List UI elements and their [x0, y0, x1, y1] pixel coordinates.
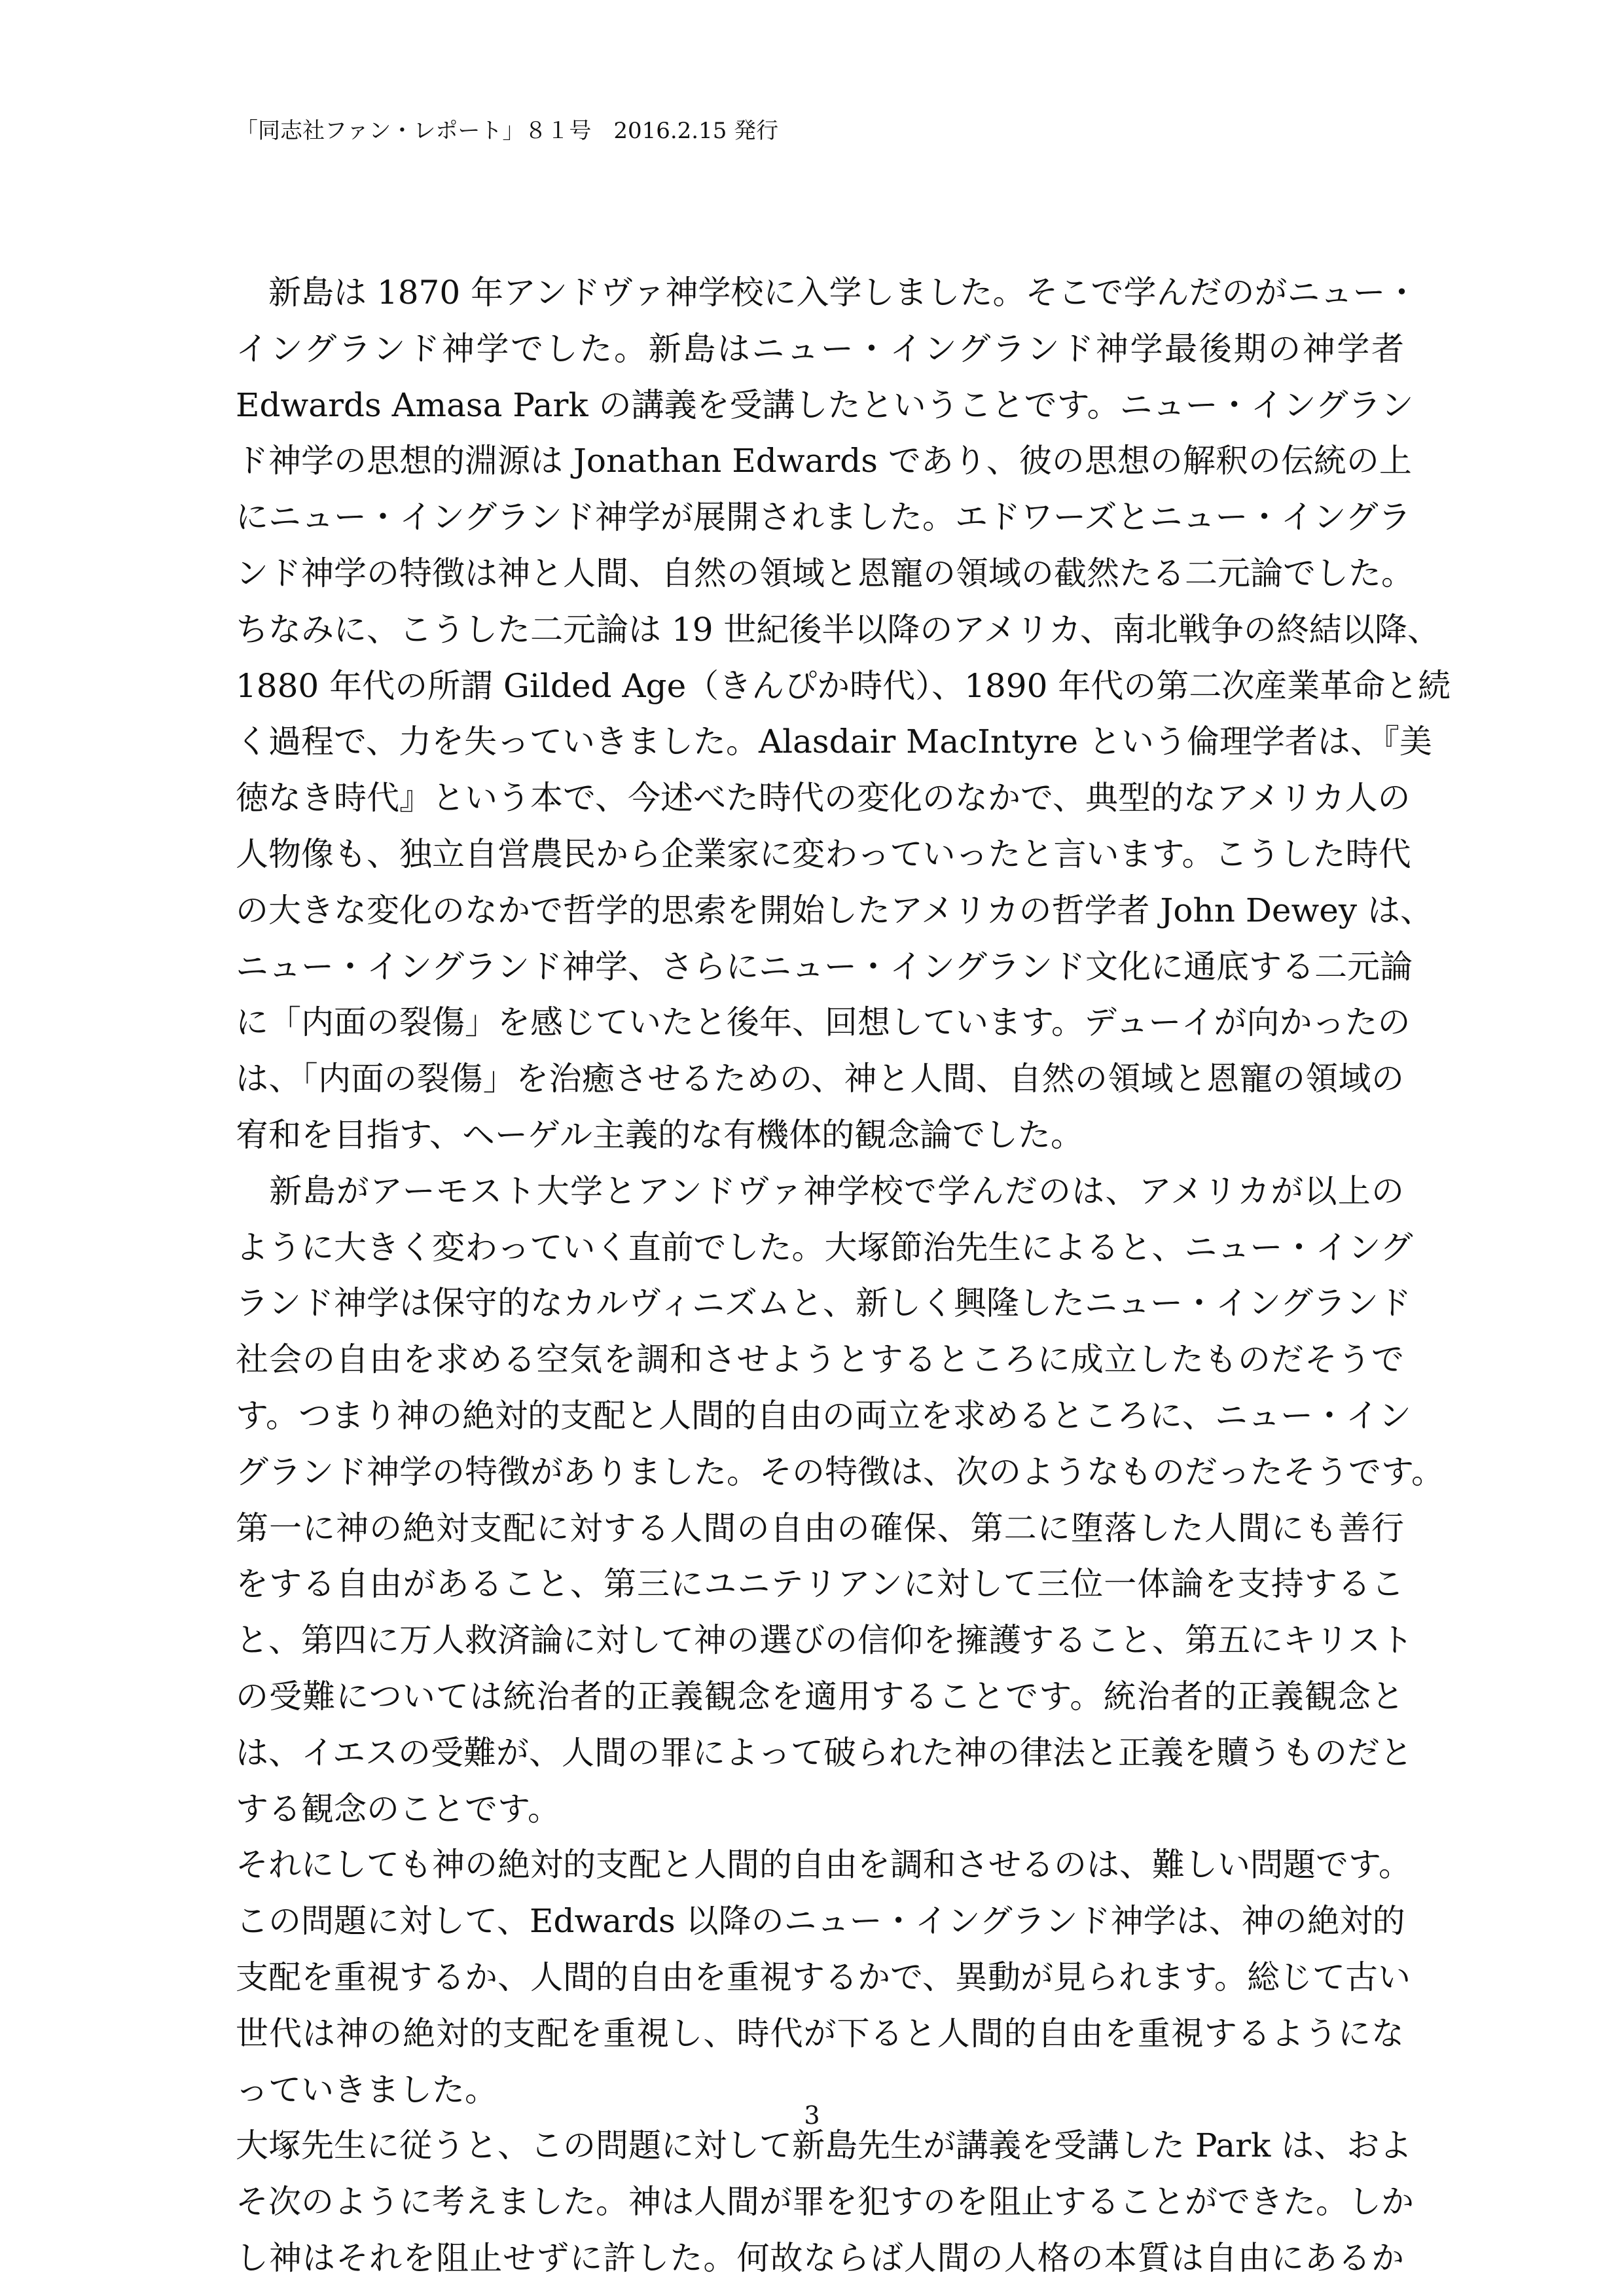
- text-line: それにしても神の絶対的支配と人間的自由を調和させるのは、難しい問題です。: [236, 1846, 1411, 1884]
- text-line: し神はそれを阻止せずに許した。何故ならば人間の人格の本質は自由にあるか: [236, 2238, 1404, 2277]
- text-line: ニュー・イングランド神学、さらにニュー・イングランド文化に通底する二元論: [236, 947, 1413, 986]
- body-text: [236, 265, 1451, 2287]
- text-line: イングランド神学でした。新島はニュー・イングランド神学最後期の神学者: [236, 329, 1404, 368]
- text-line: 世代は神の絶対的支配を重視し、時代が下ると人間的自由を重視するようにな: [236, 2014, 1404, 2053]
- text-line: グランド神学の特徴がありました。その特徴は、次のようなものだったそうです。: [236, 1452, 1444, 1491]
- text-line: 新島は 1870 年アンドヴァ神学校に入学しました。そこで学んだのがニュー・: [236, 274, 1418, 312]
- text-line: 人物像も、独立自営農民から企業家に変わっていったと言います。こうした時代: [236, 834, 1411, 873]
- text-line: と、第四に万人救済論に対して神の選びの信仰を擁護すること、第五にキリスト: [236, 1621, 1413, 1660]
- text-line: っていきました。: [236, 2070, 497, 2109]
- text-line: す。つまり神の絶対的支配と人間的自由の両立を求めるところに、ニュー・イン: [236, 1396, 1411, 1435]
- text-line: 社会の自由を求める空気を調和させようとするところに成立したものだそうで: [236, 1340, 1404, 1379]
- text-line: 宥和を目指す、ヘーゲル主義的な有機体的観念論でした。: [236, 1115, 1083, 1154]
- text-line: そ次のように考えました。神は人間が罪を犯すのを阻止することができた。しか: [236, 2183, 1414, 2221]
- text-line: Edwards Amasa Park の講義を受講したということです。ニュー・イングラン: [236, 386, 1414, 424]
- text-line: 支配を重視するか、人間的自由を重視するかで、異動が見られます。総じて古い: [236, 1958, 1411, 1996]
- text-line: 大塚先生に従うと、この問題に対して新島先生が講義を受講した Park は、およ: [236, 2126, 1413, 2165]
- page-number: 3: [804, 2101, 820, 2130]
- text-line: この問題に対して、Edwards 以降のニュー・イングランド神学は、神の絶対的: [236, 1902, 1405, 1941]
- text-line: ランド神学は保守的なカルヴィニズムと、新しく興隆したニュー・イングランド: [236, 1284, 1411, 1323]
- text-line: ド神学の思想的淵源は Jonathan Edwards であり、彼の思想の解釈の伝統の上: [236, 442, 1412, 480]
- text-line: 徳なき時代』という本で、今述べた時代の変化のなかで、典型的なアメリカ人の: [236, 779, 1411, 817]
- text-line: 第一に神の絶対支配に対する人間の自由の確保、第二に堕落した人間にも善行: [236, 1509, 1404, 1547]
- text-line: ちなみに、こうした二元論は 19 世紀後半以降のアメリカ、南北戦争の終結以降、: [236, 610, 1440, 649]
- text-line: する観念のことです。: [236, 1789, 560, 1828]
- text-line: ンド神学の特徴は神と人間、自然の領域と恩寵の領域の截然たる二元論でした。: [236, 554, 1414, 592]
- text-line: をする自由があること、第三にユニテリアンに対して三位一体論を支持するこ: [236, 1565, 1404, 1604]
- text-line: く過程で、力を失っていきました。Alasdair MacIntyre という倫理学者は、『美: [236, 723, 1432, 761]
- text-line: は、イエスの受難が、人間の罪によって破られた神の律法と正義を贖うものだと: [236, 1733, 1413, 1772]
- text-line: 1880 年代の所謂 Gilded Age（きんぴか時代）、1890 年代の第二次産業革命と続: [236, 666, 1451, 705]
- text-line: は、「内面の裂傷」を治癒させるための、神と人間、自然の領域と恩寵の領域の: [236, 1060, 1404, 1098]
- text-line: にニュー・イングランド神学が展開されました。エドワーズとニュー・イングラ: [236, 498, 1411, 537]
- page-header: 「同志社ファン・レポート」８１号 2016.2.15 発行: [236, 118, 779, 144]
- text-line: 新島がアーモスト大学とアンドヴァ神学校で学んだのは、アメリカが以上の: [236, 1172, 1404, 1210]
- text-line: に「内面の裂傷」を感じていたと後年、回想しています。デューイが向かったの: [236, 1003, 1411, 1042]
- text-line: ように大きく変わっていく直前でした。大塚節治先生によると、ニュー・イング: [236, 1228, 1413, 1266]
- text-line: の受難については統治者的正義観念を適用することです。統治者的正義観念と: [236, 1677, 1404, 1715]
- text-line: の大きな変化のなかで哲学的思索を開始したアメリカの哲学者 John Dewey は、: [236, 891, 1434, 929]
